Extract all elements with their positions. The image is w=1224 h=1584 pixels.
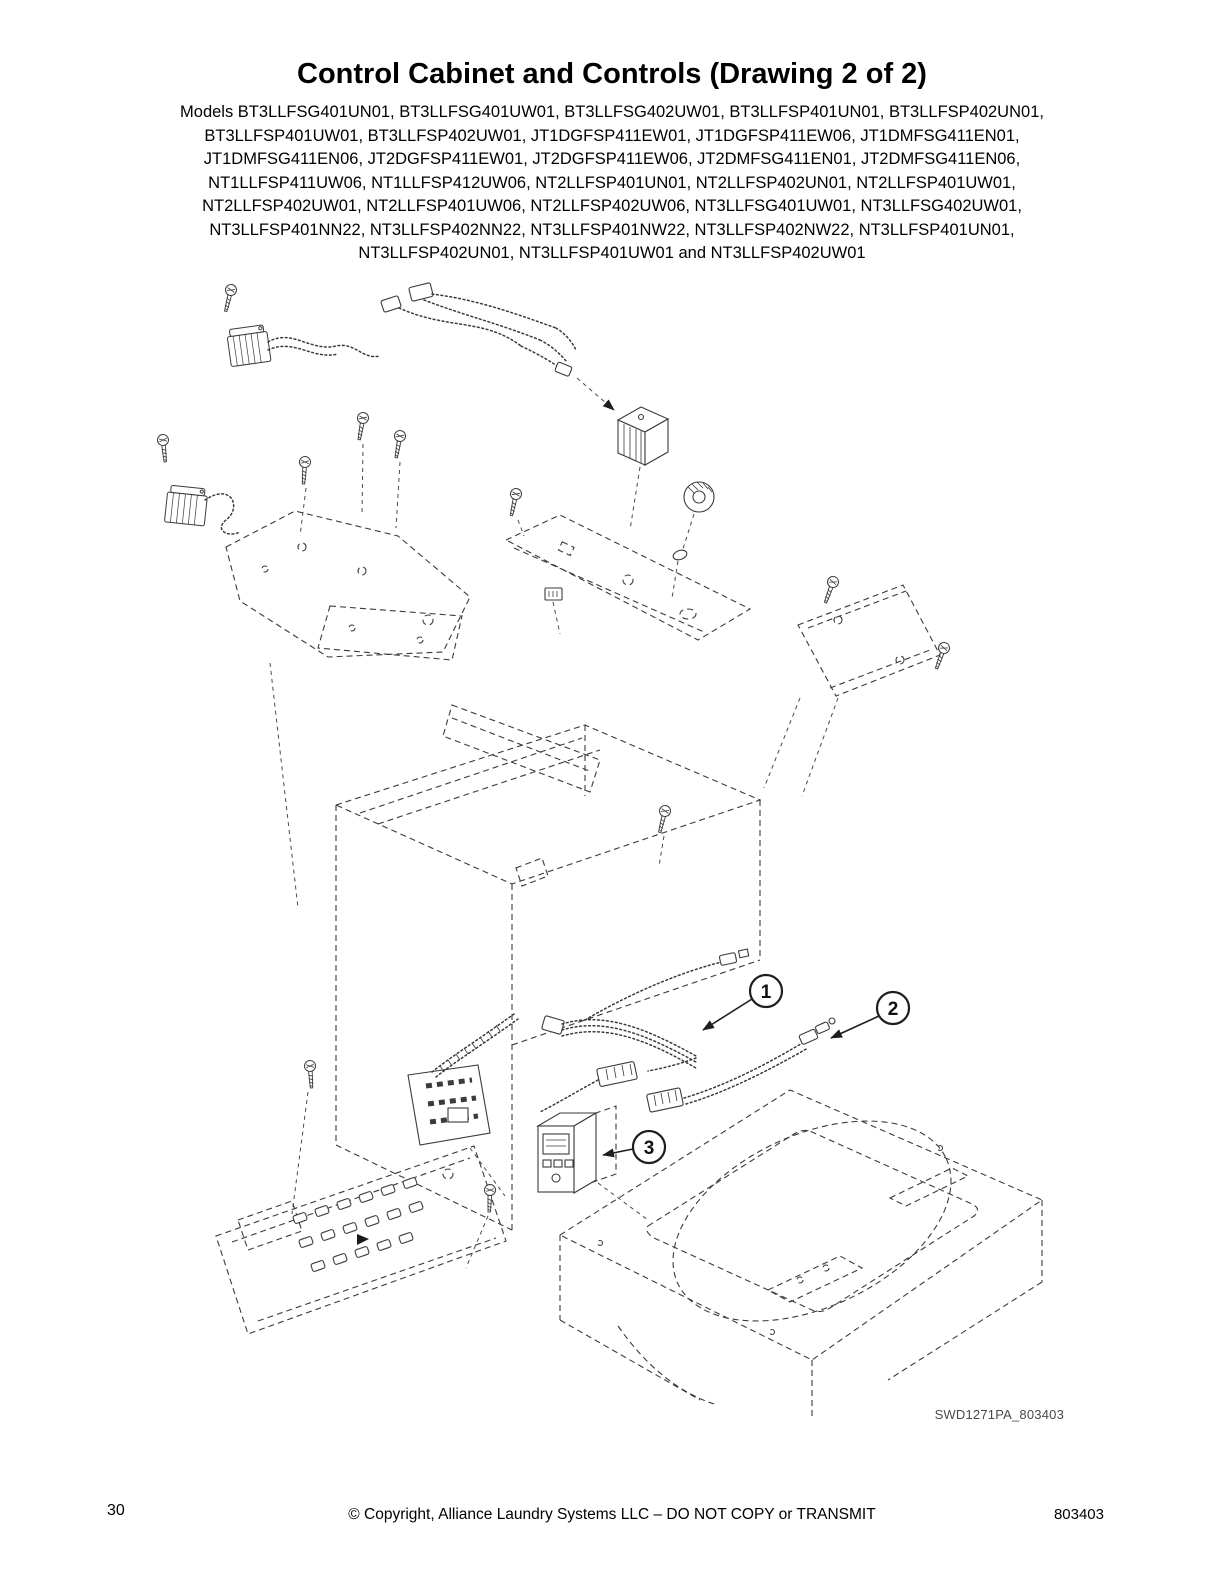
wire-harness-2 (684, 1018, 835, 1104)
doc-number: 803403 (1053, 1506, 1104, 1523)
copyright-notice: © Copyright, Alliance Laundry Systems LLC – DO NOT COPY or TRANSMIT (348, 1506, 876, 1523)
wire-harness-1 (540, 949, 749, 1112)
callout-1 (703, 975, 782, 1030)
wiring-harness-top (381, 283, 614, 410)
contactor (618, 407, 668, 530)
model-list (0, 101, 1224, 266)
cabinet-base (560, 1081, 1042, 1418)
model-list-line: NT1LLFSP411UW06, NT1LLFSP412UW06, NT2LLFSP401UN01, NT2LLFSP402UN01, NT2LLFSP401UW01, (208, 173, 1016, 192)
svg-text:2: 2 (887, 999, 899, 1020)
panel-marker-arrow (357, 1234, 369, 1245)
model-list-line: BT3LLFSP401UW01, BT3LLFSP402UW01, JT1DGFSP411EW01, JT1DGFSP411EW06, JT1DMFSG411EN01, (204, 126, 1020, 145)
callout-2 (831, 992, 909, 1038)
page-title: Control Cabinet and Controls (Drawing 2 of 2) (297, 58, 927, 90)
transformer-left (157, 434, 240, 534)
model-list-line: JT1DMFSG411EN06, JT2DGFSP411EW01, JT2DGFSP411EW06, JT2DMFSG411EN01, JT2DMFSG411EN06, (203, 150, 1021, 168)
top-bracket (506, 487, 750, 640)
mounting-plate (226, 412, 470, 908)
svg-text:1: 1 (760, 982, 772, 1003)
circuit-board (408, 1014, 518, 1196)
grommet (672, 482, 714, 598)
callout-3 (603, 1131, 665, 1163)
timer-control (538, 1106, 648, 1220)
svg-text:3: 3 (643, 1138, 655, 1159)
model-list-line: Models BT3LLFSG401UN01, BT3LLFSG401UW01, BT3LLFSG402UW01, BT3LLFSP401UN01, BT3LLFSP402UN01, (180, 103, 1044, 121)
transformer-top (220, 283, 380, 366)
model-list-line: NT3LLFSP402UN01, NT3LLFSP401UW01 and NT3LLFSP402UW01 (358, 244, 866, 262)
right-bracket (764, 575, 951, 796)
exploded-view-diagram (0, 268, 1224, 1433)
drawing-code: SWD1271PA_803403 (934, 1407, 1064, 1422)
page-number: 30 (107, 1502, 125, 1519)
model-list-line: NT2LLFSP402UW01, NT2LLFSP401UW06, NT2LLFSP402UW06, NT3LLFSG401UW01, NT3LLFSG402UW01, (202, 197, 1022, 215)
model-list-line: NT3LLFSP401NN22, NT3LLFSP402NN22, NT3LLFSP401NW22, NT3LLFSP402NW22, NT3LLFSP401UN01, (209, 220, 1015, 239)
